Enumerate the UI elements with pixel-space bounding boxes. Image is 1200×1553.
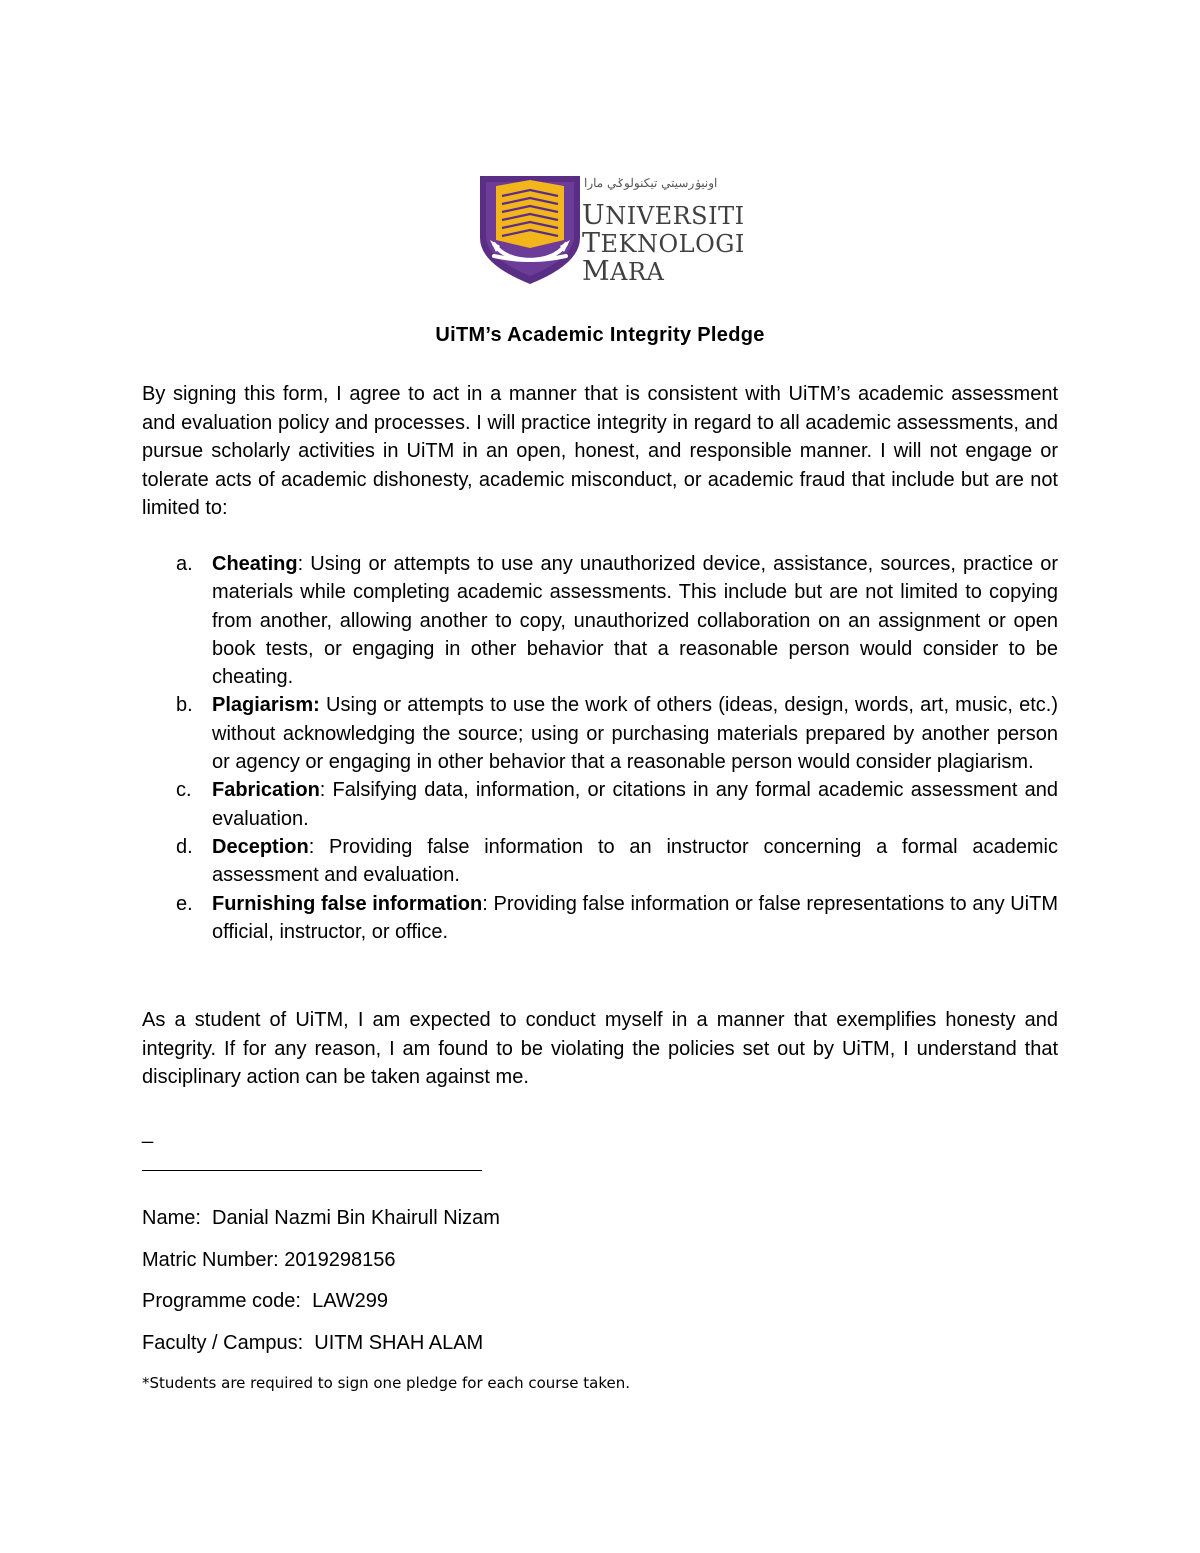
list-item: d. Deception: Providing false information to an instructor concerning a formal academic assessment and evaluation. bbox=[142, 833, 1058, 890]
faculty-field: Faculty / Campus: UITM SHAH ALAM bbox=[142, 1332, 484, 1354]
uitm-logo bbox=[480, 176, 745, 287]
item-text: Using or attempts to use any unauthorized device, assistance, sources, practice or materials while completing academic assessments. This include but are not limited to copying from another, allowing another to copy, unauthorized collaboration on an assignment or open book tests, or engaging in other behavior that a reasonable person would consider to be cheating. bbox=[212, 553, 1058, 689]
programme-field: Programme code: LAW299 bbox=[142, 1290, 389, 1312]
page-title: UiTM’s Academic Integrity Pledge bbox=[435, 324, 765, 346]
item-text: Providing false information to an instructor concerning a formal academic assessment and evaluation. bbox=[212, 835, 1058, 887]
list-marker: c. bbox=[176, 779, 192, 802]
list-item: a. Cheating: Using or attempts to use any unauthorized device, assistance, sources, practice or materials while completing academic assessments. This include but are not limited to copying from another, allowing another to copy, unauthorized collaboration on an assignment or open book tests, or engaging in other behavior that a reasonable person would consider to be cheating. bbox=[142, 550, 1058, 691]
list-marker: a. bbox=[176, 553, 193, 575]
uitm-crest-icon bbox=[480, 176, 580, 286]
item-text: Providing false information or false representations to any UiTM official, instructor, or office. bbox=[212, 892, 1058, 943]
item-term: Furnishing false information bbox=[212, 892, 483, 915]
list-marker: d. bbox=[176, 835, 193, 858]
name-field: Name: Danial Nazmi Bin Khairull Nizam bbox=[142, 1207, 500, 1229]
item-term: Cheating bbox=[212, 553, 298, 575]
closing-paragraph: As a student of UiTM, I am expected to conduct myself in a manner that exemplifies honesty and integrity. If for any reason, I am found to be violating the policies set out by UiTM, I understand that disciplinary action can be taken against me. bbox=[142, 1009, 1058, 1088]
item-term: Fabrication bbox=[212, 779, 320, 802]
signature-line bbox=[142, 1170, 482, 1171]
logo-wordmark: UNIVERSITI TEKNOLOGI MARA bbox=[582, 200, 745, 287]
signature-mark: _ bbox=[142, 1122, 154, 1144]
footnote: *Students are required to sign one pledge for each course taken. bbox=[142, 1374, 630, 1392]
list-item: c. Fabrication: Falsifying data, information, or citations in any formal academic assessment and evaluation. bbox=[142, 776, 1058, 833]
item-term: Deception bbox=[212, 835, 309, 858]
item-text: Falsifying data, information, or citations in any formal academic assessment and evaluation. bbox=[212, 779, 1058, 830]
item-term: Plagiarism bbox=[212, 694, 314, 717]
misconduct-list bbox=[142, 550, 1058, 946]
list-item: b. Plagiarism: Using or attempts to use the work of others (ideas, design, words, art, music, etc.) without acknowledging the source; using or purchasing materials prepared by another person or agency or engaging in other behavior that a reasonable person would consider plagiarism. bbox=[142, 691, 1058, 776]
list-item: e. Furnishing false information: Providing false information or false representations to any UiTM official, instructor, or office. bbox=[142, 890, 1058, 947]
matric-field: Matric Number: 2019298156 bbox=[142, 1249, 396, 1271]
item-text: Using or attempts to use the work of others (ideas, design, words, art, music, etc.) without acknowledging the source; using or purchasing materials prepared by another person or agency or engaging in other behavior that a reasonable person would consider plagiarism. bbox=[212, 694, 1058, 774]
list-marker: e. bbox=[176, 892, 193, 915]
logo-jawi-text: اونيۏرسيتي تيكنولوݢي مارا bbox=[584, 176, 718, 190]
list-marker: b. bbox=[176, 694, 193, 717]
intro-paragraph: By signing this form, I agree to act in a manner that is consistent with UiTM’s academic assessment and evaluation policy and processes. I will practice integrity in regard to all academic assessments, and pursue scholarly activities in UiTM in an open, honest, and responsible manner. I will not engage or tolerate acts of academic dishonesty, academic misconduct, or academic fraud that include but are not limited to: bbox=[142, 383, 1058, 519]
